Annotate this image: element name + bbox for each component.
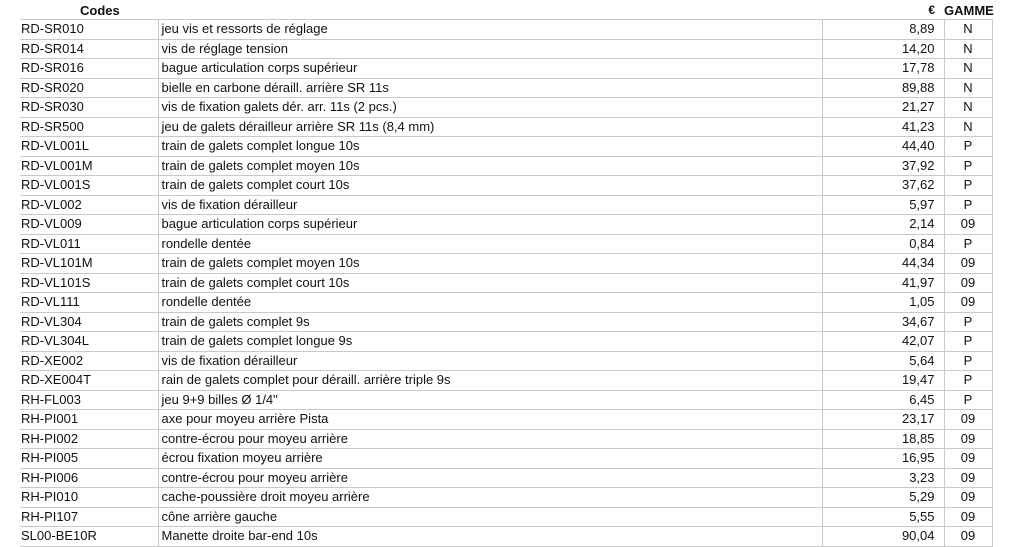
cell-code: RH-PI005 [20, 449, 158, 469]
cell-gamme: P [944, 195, 992, 215]
table-row [20, 351, 992, 371]
table-row [20, 39, 992, 59]
table-row [20, 234, 992, 254]
cell-code: RD-VL101S [20, 273, 158, 293]
cell-gamme: P [944, 351, 992, 371]
cell-code: RH-PI006 [20, 468, 158, 488]
cell-description: train de galets complet court 10s [158, 176, 822, 196]
cell-gamme: N [944, 117, 992, 137]
cell-gamme: N [944, 39, 992, 59]
cell-code: RD-XE004T [20, 371, 158, 391]
cell-gamme: P [944, 390, 992, 410]
table-row [20, 488, 992, 508]
cell-code: RH-PI010 [20, 488, 158, 508]
cell-code: RD-SR020 [20, 78, 158, 98]
cell-code: RH-PI002 [20, 429, 158, 449]
table-row [20, 410, 992, 430]
cell-gamme: P [944, 176, 992, 196]
cell-code: RH-PI001 [20, 410, 158, 430]
cell-description: train de galets complet longue 10s [158, 137, 822, 157]
cell-description: jeu de galets dérailleur arrière SR 11s (8,4 mm) [158, 117, 822, 137]
cell-description: train de galets complet moyen 10s [158, 156, 822, 176]
table-row [20, 429, 992, 449]
cell-gamme: 09 [944, 254, 992, 274]
cell-code: RH-FL003 [20, 390, 158, 410]
cell-description: rondelle dentée [158, 293, 822, 313]
cell-gamme: 09 [944, 429, 992, 449]
cell-description: jeu 9+9 billes Ø 1/4" [158, 390, 822, 410]
cell-price: 34,67 [822, 312, 944, 332]
cell-code: RD-SR010 [20, 20, 158, 40]
cell-code: RD-VL001L [20, 137, 158, 157]
table-row [20, 273, 992, 293]
cell-code: RD-VL001M [20, 156, 158, 176]
parts-price-table [20, 2, 993, 547]
header-description [158, 2, 822, 20]
table-row [20, 371, 992, 391]
cell-gamme: 09 [944, 293, 992, 313]
cell-code: RD-VL009 [20, 215, 158, 235]
header-codes: Codes [80, 3, 120, 18]
cell-code: RH-PI107 [20, 507, 158, 527]
table-row [20, 293, 992, 313]
table-header-row [20, 2, 992, 20]
cell-code: RD-VL001S [20, 176, 158, 196]
cell-price: 89,88 [822, 78, 944, 98]
cell-gamme: N [944, 59, 992, 79]
cell-price: 37,62 [822, 176, 944, 196]
cell-description: vis de fixation dérailleur [158, 351, 822, 371]
cell-description: train de galets complet longue 9s [158, 332, 822, 352]
cell-price: 5,64 [822, 351, 944, 371]
cell-description: axe pour moyeu arrière Pista [158, 410, 822, 430]
cell-code: RD-VL002 [20, 195, 158, 215]
cell-code: RD-SR500 [20, 117, 158, 137]
table-row [20, 527, 992, 547]
cell-description: cône arrière gauche [158, 507, 822, 527]
cell-price: 3,23 [822, 468, 944, 488]
cell-gamme: P [944, 371, 992, 391]
cell-gamme: P [944, 332, 992, 352]
cell-description: cache-poussière droit moyeu arrière [158, 488, 822, 508]
cell-description: rain de galets complet pour déraill. arrière triple 9s [158, 371, 822, 391]
cell-gamme: 09 [944, 449, 992, 469]
table-row [20, 78, 992, 98]
table-row [20, 332, 992, 352]
cell-gamme: 09 [944, 215, 992, 235]
table-row [20, 254, 992, 274]
cell-description: vis de fixation dérailleur [158, 195, 822, 215]
cell-code: RD-SR030 [20, 98, 158, 118]
cell-description: jeu vis et ressorts de réglage [158, 20, 822, 40]
cell-description: train de galets complet moyen 10s [158, 254, 822, 274]
cell-price: 42,07 [822, 332, 944, 352]
cell-description: bague articulation corps supérieur [158, 59, 822, 79]
cell-code: RD-VL101M [20, 254, 158, 274]
table-row [20, 390, 992, 410]
cell-description: vis de réglage tension [158, 39, 822, 59]
cell-price: 5,29 [822, 488, 944, 508]
table-row [20, 156, 992, 176]
cell-code: RD-VL011 [20, 234, 158, 254]
table-row [20, 137, 992, 157]
cell-description: bague articulation corps supérieur [158, 215, 822, 235]
cell-gamme: 09 [944, 527, 992, 547]
header-gamme: GAMME [944, 3, 994, 18]
cell-gamme: N [944, 78, 992, 98]
header-price-euro: € [928, 3, 935, 17]
cell-description: train de galets complet court 10s [158, 273, 822, 293]
table-row [20, 59, 992, 79]
cell-gamme: P [944, 137, 992, 157]
cell-price: 41,97 [822, 273, 944, 293]
cell-code: RD-VL111 [20, 293, 158, 313]
cell-price: 41,23 [822, 117, 944, 137]
cell-price: 90,04 [822, 527, 944, 547]
cell-price: 16,95 [822, 449, 944, 469]
table-row [20, 176, 992, 196]
table-row [20, 468, 992, 488]
cell-code: RD-SR014 [20, 39, 158, 59]
cell-description: écrou fixation moyeu arrière [158, 449, 822, 469]
cell-price: 44,40 [822, 137, 944, 157]
cell-price: 37,92 [822, 156, 944, 176]
cell-gamme: N [944, 98, 992, 118]
cell-price: 6,45 [822, 390, 944, 410]
cell-gamme: 09 [944, 507, 992, 527]
cell-price: 23,17 [822, 410, 944, 430]
cell-gamme: 09 [944, 273, 992, 293]
cell-gamme: N [944, 20, 992, 40]
cell-price: 18,85 [822, 429, 944, 449]
table-row [20, 117, 992, 137]
cell-description: bielle en carbone déraill. arrière SR 11s [158, 78, 822, 98]
cell-code: RD-XE002 [20, 351, 158, 371]
cell-gamme: 09 [944, 410, 992, 430]
cell-gamme: P [944, 156, 992, 176]
cell-price: 17,78 [822, 59, 944, 79]
cell-price: 2,14 [822, 215, 944, 235]
table-row [20, 449, 992, 469]
cell-code: RD-VL304 [20, 312, 158, 332]
table-body [20, 20, 992, 547]
cell-price: 8,89 [822, 20, 944, 40]
table-row [20, 507, 992, 527]
cell-price: 44,34 [822, 254, 944, 274]
cell-code: RD-VL304L [20, 332, 158, 352]
cell-description: vis de fixation galets dér. arr. 11s (2 pcs.) [158, 98, 822, 118]
table-row [20, 195, 992, 215]
cell-description: rondelle dentée [158, 234, 822, 254]
table-row [20, 98, 992, 118]
cell-description: contre-écrou pour moyeu arrière [158, 429, 822, 449]
cell-price: 14,20 [822, 39, 944, 59]
cell-gamme: P [944, 312, 992, 332]
cell-price: 0,84 [822, 234, 944, 254]
table-row [20, 215, 992, 235]
cell-price: 5,97 [822, 195, 944, 215]
table-row [20, 312, 992, 332]
cell-gamme: 09 [944, 468, 992, 488]
cell-price: 21,27 [822, 98, 944, 118]
cell-gamme: 09 [944, 488, 992, 508]
cell-code: SL00-BE10R [20, 527, 158, 547]
cell-description: Manette droite bar-end 10s [158, 527, 822, 547]
cell-gamme: P [944, 234, 992, 254]
table-row [20, 20, 992, 40]
cell-code: RD-SR016 [20, 59, 158, 79]
cell-price: 5,55 [822, 507, 944, 527]
cell-price: 1,05 [822, 293, 944, 313]
cell-price: 19,47 [822, 371, 944, 391]
cell-description: contre-écrou pour moyeu arrière [158, 468, 822, 488]
cell-description: train de galets complet 9s [158, 312, 822, 332]
